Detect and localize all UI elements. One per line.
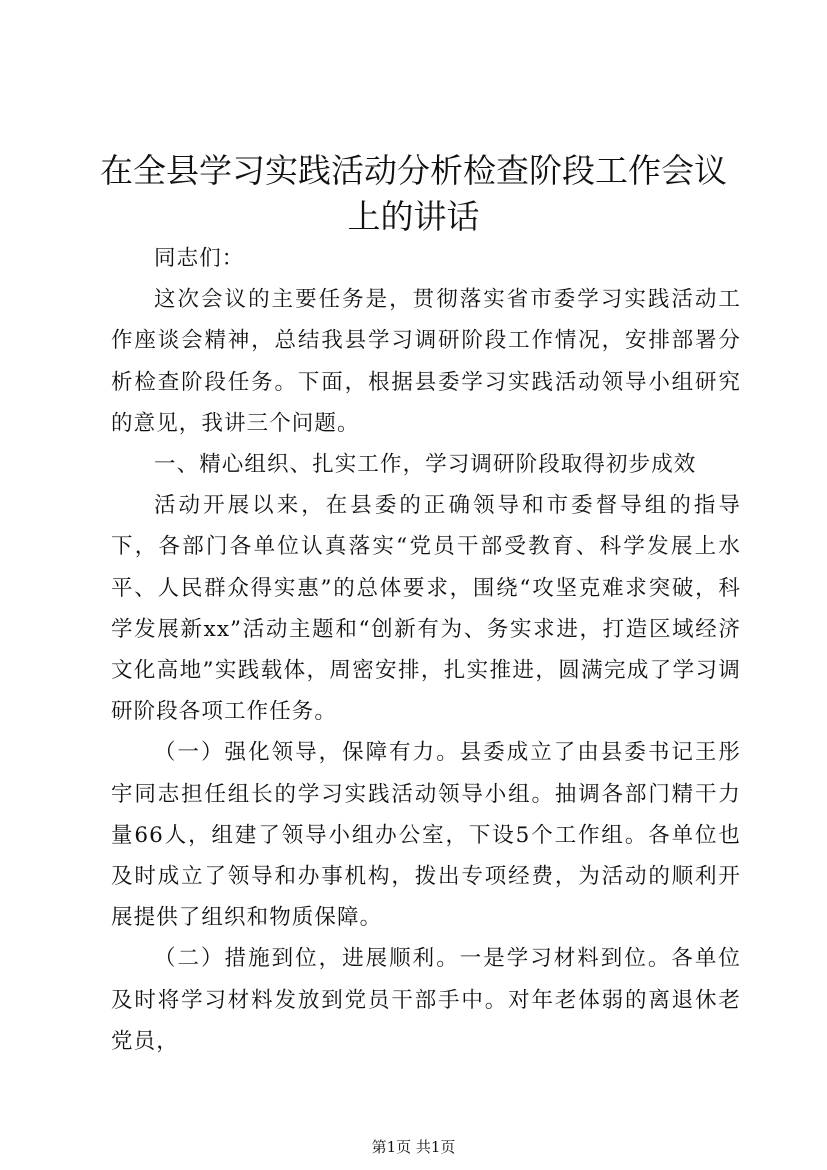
intro-paragraph: 这次会议的主要任务是，贯彻落实省市委学习实践活动工作座谈会精神，总结我县学习调研阶段工作情况，安排部署分析检查阶段任务。下面，根据县委学习实践活动领导小组研究的意见，我讲三个问题。 <box>111 287 741 436</box>
section-heading: 一、精心组织、扎实工作，学习调研阶段取得初步成效 <box>154 452 697 478</box>
page-number-footer: 第1页 共1页 <box>371 1138 456 1156</box>
body-paragraph: （二）措施到位，进展顺利。一是学习材料到位。各单位及时将学习材料发放到党员干部手中。对年老体弱的离退休老党员， <box>111 946 741 1054</box>
document-title: 在全县学习实践活动分析检查阶段工作会议上的讲话 <box>100 151 727 236</box>
body-paragraph: 活动开展以来，在县委的正确领导和市委督导组的指导下，各部门各单位认真落实“党员干部受教育、科学发展上水平、人民群众得实惠”的总体要求，围绕“攻坚克难求突破，科学发展新xx”活动主题和“创新有为、务实求进，打造区域经济文化高地”实践载体，周密安排，扎实推进，圆满完成了学习调研阶段各项工作任务。 <box>111 493 741 725</box>
salutation: 同志们： <box>154 246 245 271</box>
document-body <box>111 238 741 1062</box>
body-paragraph: （一）强化领导，保障有力。县委成立了由县委书记王彤宇同志担任组长的学习实践活动领导小组。抽调各部门精干力量66人，组建了领导小组办公室，下设5个工作组。各单位也及时成立了领导和办事机构，拨出专项经费，为活动的顺利开展提供了组织和物质保障。 <box>111 740 741 931</box>
